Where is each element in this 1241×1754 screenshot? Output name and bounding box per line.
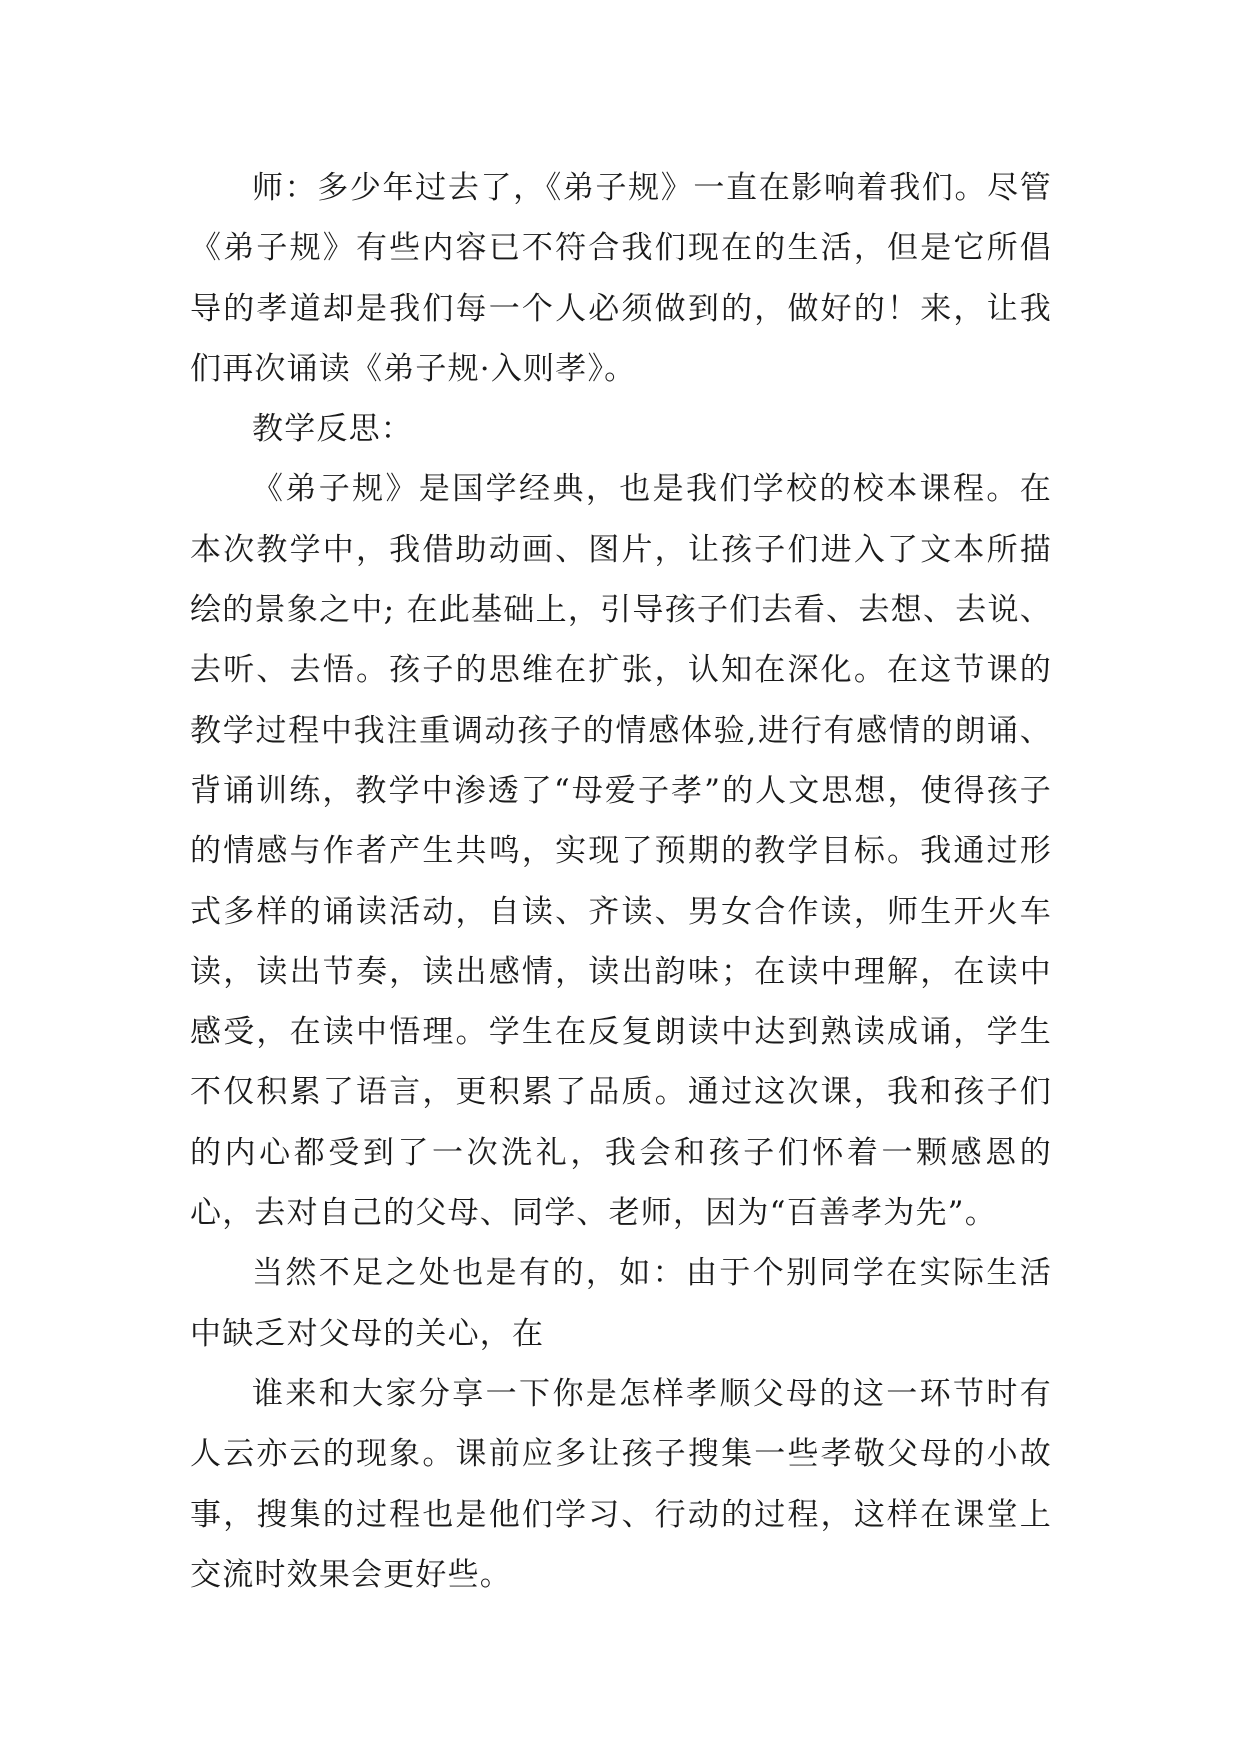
document-body <box>190 158 1052 1605</box>
paragraph-shortcomings: 当然不足之处也是有的，如：由于个别同学在实际生活中缺乏对父母的关心，在 <box>190 1255 1052 1352</box>
paragraph-improvement: 谁来和大家分享一下你是怎样孝顺父母的这一环节时有人云亦云的现象。课前应多让孩子搜集一些孝敬父母的小故事，搜集的过程也是他们学习、行动的过程，这样在课堂上交流时效果会更好些。 <box>190 1375 1052 1593</box>
paragraph-teacher-closing: 师：多少年过去了，《弟子规》一直在影响着我们。尽管《弟子规》有些内容已不符合我们现在的生活，但是它所倡导的孝道却是我们每一个人必须做到的，做好的！来，让我们再次诵读《弟子规·入则孝》。 <box>190 170 1052 387</box>
paragraph-reflection-main: 《弟子规》是国学经典，也是我们学校的校本课程。在本次教学中，我借助动画、图片，让孩子们进入了文本所描绘的景象之中; 在此基础上，引导孩子们去看、去想、去说、去听、去悟。孩子的思维在扩张，认知在深化。在这节课的教学过程中我注重调动孩子的情感体验,进行有感情的朗诵、背诵训练，教学中渗透了“母爱子孝”的人文思想，使得孩子的情感与作者产生共鸣，实现了预期的教学目标。我通过形式多样的诵读活动，自读、齐读、男女合作读，师生开火车读，读出节奏，读出感情，读出韵味；在读中理解，在读中感受，在读中悟理。学生在反复朗读中达到熟读成诵，学生不仅积累了语言，更积累了品质。通过这次课，我和孩子们的内心都受到了一次洗礼，我会和孩子们怀着一颗感恩的心，去对自己的父母、同学、老师，因为“百善孝为先”。 <box>190 471 1052 1232</box>
heading-teaching-reflection: 教学反思： <box>252 411 413 448</box>
